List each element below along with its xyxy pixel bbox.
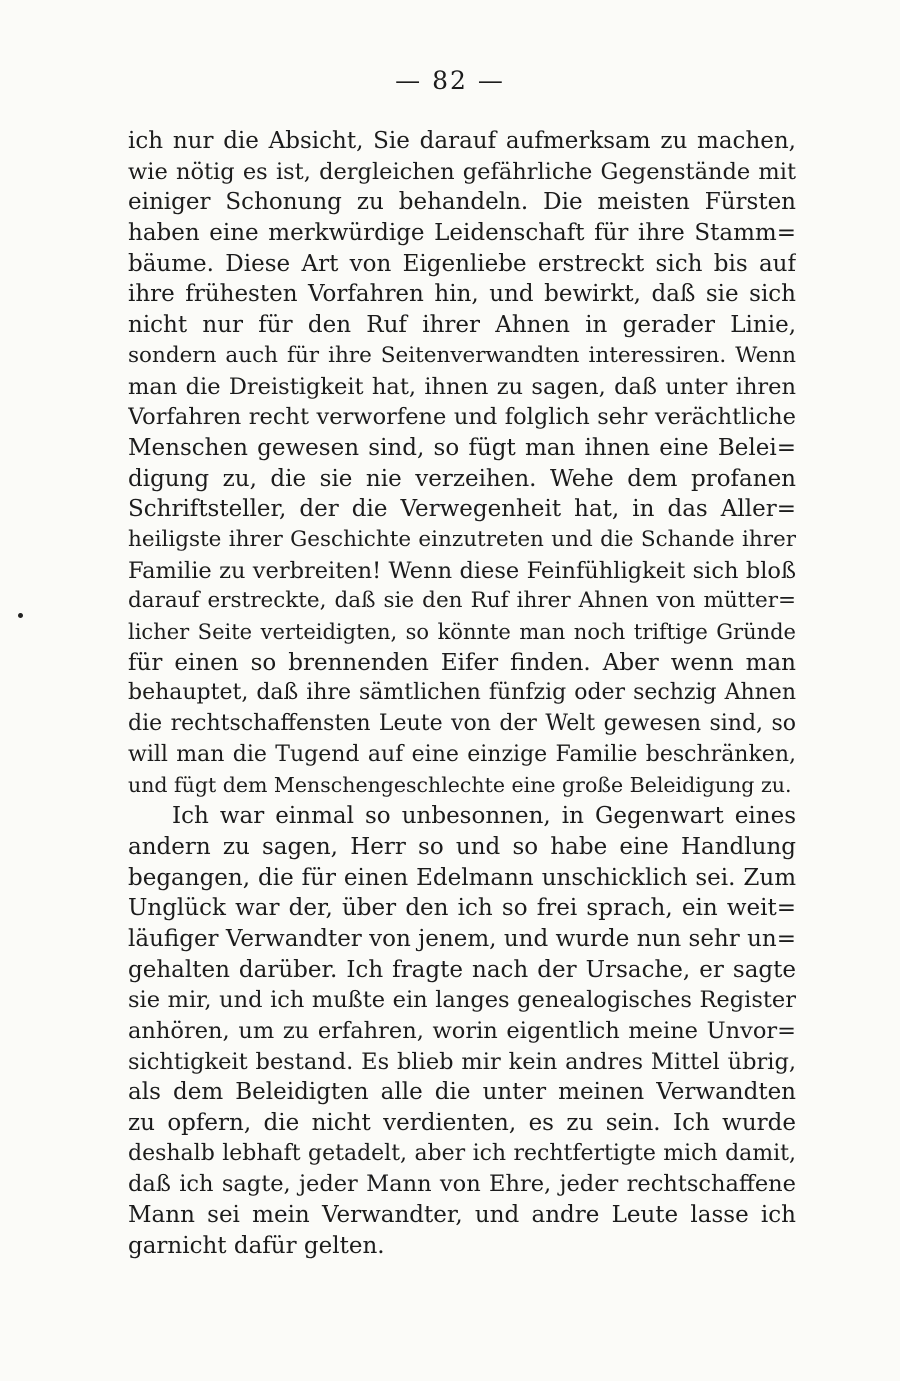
- text-line: Menschen gewesen sind, so fügt man ihnen eine Belei=: [128, 434, 796, 461]
- text-line: Vorfahren recht verworfene und folglich sehr verächtliche: [128, 404, 796, 431]
- paragraph-end-line: und fügt dem Menschengeschlechte eine große Beleidigung zu.: [128, 773, 792, 798]
- text-line: behauptet, daß ihre sämtlichen fünfzig oder sechzig Ahnen: [128, 680, 796, 706]
- text-line: einiger Schonung zu behandeln. Die meisten Fürsten: [128, 189, 796, 216]
- text-line: nicht nur für den Ruf ihrer Ahnen in gerader Linie,: [128, 312, 796, 339]
- body-text: [128, 126, 796, 1261]
- text-line: Schriftsteller, der die Verwegenheit hat, in das Aller=: [128, 496, 796, 523]
- text-line: als dem Beleidigten alle die unter meinen Verwandten: [128, 1079, 796, 1106]
- text-line: andern zu sagen, Herr so und so habe eine Handlung: [128, 833, 796, 860]
- text-line: will man die Tugend auf eine einzige Familie beschränken,: [128, 741, 796, 767]
- text-line: bäume. Diese Art von Eigenliebe erstreckt sich bis auf: [128, 250, 796, 277]
- text-line: die rechtschaffensten Leute von der Welt gewesen sind, so: [128, 711, 796, 737]
- text-line: wie nötig es ist, dergleichen gefährliche Gegenstände mit: [128, 158, 796, 185]
- margin-mark: [18, 613, 23, 618]
- text-line: daß ich sagte, jeder Mann von Ehre, jeder rechtschaffene: [128, 1171, 796, 1198]
- text-line: man die Dreistigkeit hat, ihnen zu sagen, daß unter ihren: [128, 373, 796, 400]
- text-line: Familie zu verbreiten! Wenn diese Feinfühligkeit sich bloß: [128, 557, 796, 584]
- text-line: anhören, um zu erfahren, worin eigentlich meine Unvor=: [128, 1017, 796, 1044]
- text-line: Mann sei mein Verwandter, und andre Leute lasse ich: [128, 1202, 796, 1229]
- text-line: ich nur die Absicht, Sie darauf aufmerksam zu machen,: [128, 128, 796, 154]
- text-line: Unglück war der, über den ich so frei sprach, ein weit=: [128, 895, 796, 922]
- paragraph-end-line: garnicht dafür gelten.: [128, 1232, 385, 1259]
- text-line: darauf erstreckte, daß sie den Ruf ihrer Ahnen von mütter=: [128, 588, 796, 614]
- text-line: licher Seite verteidigten, so könnte man noch triftige Gründe: [128, 620, 796, 644]
- text-line: sie mir, und ich mußte ein langes genealogisches Register: [128, 987, 796, 1014]
- text-line: digung zu, die sie nie verzeihen. Wehe dem profanen: [128, 465, 796, 492]
- text-line: begangen, die für einen Edelmann unschicklich sei. Zum: [128, 864, 796, 891]
- text-line: haben eine merkwürdige Leidenschaft für ihre Stamm=: [128, 220, 796, 247]
- text-line: sichtigkeit bestand. Es blieb mir kein andres Mittel übrig,: [128, 1048, 796, 1075]
- paragraph-start-line: Ich war einmal so unbesonnen, in Gegenwart eines: [172, 803, 796, 830]
- text-line: läufiger Verwandter von jenem, und wurde nun sehr un=: [128, 925, 796, 952]
- text-line: gehalten darüber. Ich fragte nach der Ursache, er sagte: [128, 956, 796, 983]
- text-line: deshalb lebhaft getadelt, aber ich rechtfertigte mich damit,: [128, 1140, 796, 1166]
- text-line: ihre frühesten Vorfahren hin, und bewirkt, daß sie sich: [128, 281, 796, 308]
- text-line: sondern auch für ihre Seitenverwandten interessiren. Wenn: [128, 342, 796, 368]
- page-number: — 82 —: [395, 66, 505, 95]
- text-line: für einen so brennenden Eifer finden. Aber wenn man: [128, 649, 796, 676]
- text-line: zu opfern, die nicht verdienten, es zu sein. Ich wurde: [128, 1110, 796, 1136]
- text-line: heiligste ihrer Geschichte einzutreten und die Schande ihrer: [128, 526, 796, 552]
